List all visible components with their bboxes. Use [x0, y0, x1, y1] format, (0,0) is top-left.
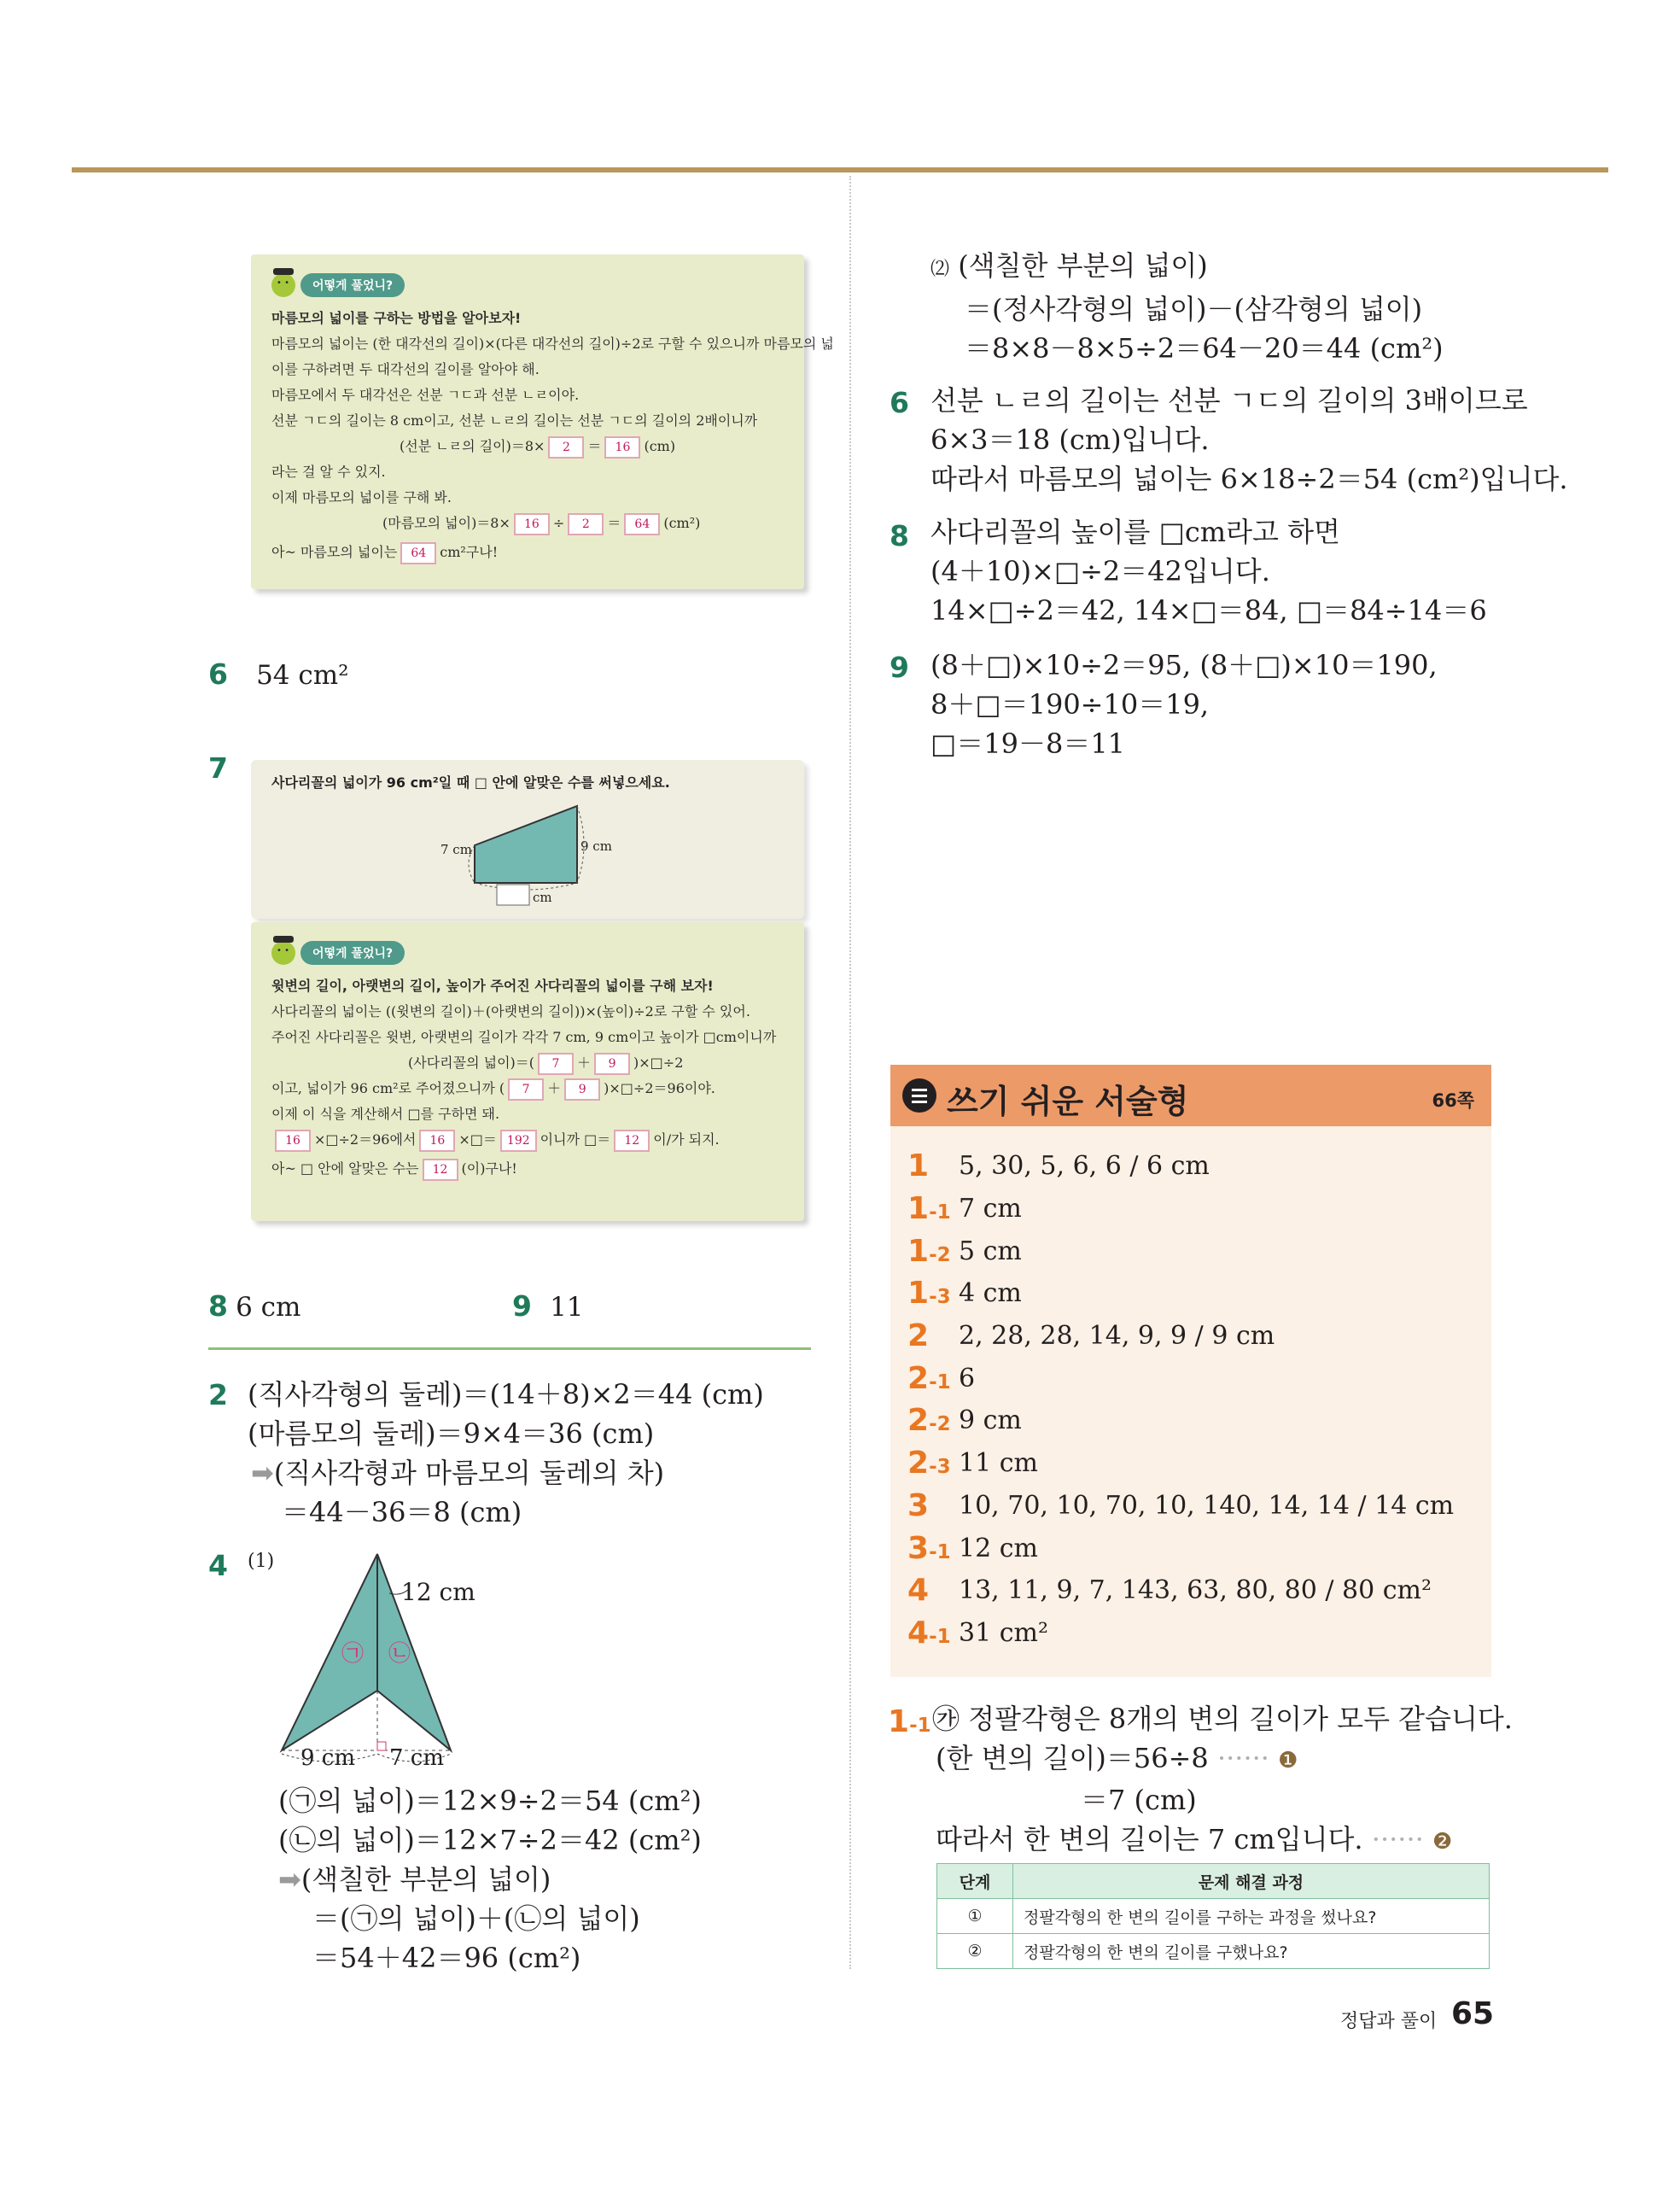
writing-answer-item: 4 13, 11, 9, 7, 143, 63, 80, 80 / 80 cm² [907, 1573, 1432, 1609]
page-number: 65 [1451, 1996, 1495, 2031]
solution-6: 선분 ㄴㄹ의 길이는 선분 ㄱㄷ의 길이의 3배이므로 6×3＝18 (cm)입니다. 따라서 마름모의 넓이는 6×18÷2＝54 (cm²)입니다. [930, 384, 1568, 495]
question-4-number: 4 [208, 1549, 228, 1582]
notebook-icon [902, 1078, 936, 1113]
writing-answer-item: 1-1 7 cm [907, 1191, 1022, 1227]
formula-given-area: 이고, 넓이가 96 cm²로 주어졌으니까 ( 7 ＋ 9 )×□÷2＝96이야. [271, 1076, 776, 1101]
solution-8: 사다리꼴의 높이를 □cm라고 하면 (4＋10)×□÷2＝42입니다. 14×□÷2＝42, 14×□＝84, □＝84÷14＝6 [930, 516, 1487, 627]
top-rule [72, 167, 1608, 172]
hint-conclusion: 아~ 마름모의 넓이는 64 cm²구나! [271, 540, 834, 565]
writing-answers-panel [890, 1126, 1491, 1677]
hint-badge: • • 어떻게 풀었니? [271, 273, 405, 297]
student-face-icon [271, 941, 295, 965]
solution-9: (8＋□)×10÷2＝95, (8＋□)×10＝190, 8＋□＝190÷10＝19, □＝19－8＝11 [930, 649, 1438, 760]
answer-8: 8 6 cm [208, 1289, 301, 1323]
hint-badge: • • 어떻게 풀었니? [271, 941, 405, 965]
formula-diagonal: (선분 ㄴㄹ의 길이)＝8× 2 ＝ 16 (cm) [271, 434, 834, 459]
hint-card-rhombus: • • 어떻게 풀었니? 마름모의 넓이를 구하는 방법을 알아보자! 마름모의 넓이는 (한 대각선의 길이)×(다른 대각선의 길이)÷2로 구할 수 있으니까 마름모의 넓 이를 구하려면 두 대각선의 길이를 알아야 해. 마름모에서 두 대각선은 선분 ㄱㄷ과 선분 ㄴㄹ이야. 선분 ㄱㄷ의 길이는 8 cm이고, 선분 ㄴㄹ의 길이는 선분 ㄱㄷ의 길이의 2배이니까 (선분 ㄴㄹ의 길이)＝8× 2 ＝ 16 (cm) 라는 걸 알 수 있지. 이제 마름모의 넓이를 구해 봐. (마름모의 넓이)＝8× 16 ÷ 2 ＝ 64 (cm²) 아~ 마름모의 넓이는 64 cm²구나! [251, 254, 804, 589]
column-divider [849, 176, 851, 1969]
page-reference: 66쪽 [1432, 1090, 1474, 1111]
writing-answer-item: 1-3 4 cm [907, 1276, 1022, 1312]
writing-answer-item: 3 10, 70, 10, 70, 10, 140, 14, 14 / 14 cm [907, 1487, 1455, 1523]
hint-conclusion: 아~ □ 안에 알맞은 수는 12 (이)구나! [271, 1156, 776, 1182]
writing-section-header [890, 1065, 1491, 1126]
arrow-icon: ➡ [251, 1457, 274, 1489]
rubric-row: ② 정팔각형의 한 변의 길이를 구했나요? [937, 1934, 1490, 1969]
arrow-icon: ➡ [278, 1863, 301, 1896]
hint-heading: 윗변의 길이, 아랫변의 길이, 높이가 주어진 사다리꼴의 넓이를 구해 보자! [271, 978, 714, 994]
writing-answer-item: 2 2, 28, 28, 14, 9, 9 / 9 cm [907, 1318, 1275, 1354]
rubric-row: ① 정팔각형의 한 변의 길이를 구하는 과정을 썼나요? [937, 1899, 1490, 1934]
writing-answer-item: 3-1 12 cm [907, 1530, 1038, 1566]
question-7-number: 7 [208, 751, 228, 785]
answer-box-icon [497, 885, 529, 905]
question-9-number: 9 [890, 651, 909, 684]
solution-1-1: ㉮ 정팔각형은 8개의 변의 길이가 모두 같습니다. (한 변의 길이)＝56÷8 ······ ❶ ＝7 (cm) 따라서 한 변의 길이는 7 cm입니다. ······ ❷ [932, 1703, 1513, 1855]
question-8-number: 8 [890, 519, 909, 552]
scoring-rubric-table: 단계 문제 해결 과정 ① 정팔각형의 한 변의 길이를 구하는 과정을 썼나요? ② 정팔각형의 한 변의 길이를 구했나요? [936, 1863, 1490, 1969]
solution-4-1: (㉠의 넓이)＝12×9÷2＝54 (cm²) (㉡의 넓이)＝12×7÷2＝42 (cm²) ➡(색칠한 부분의 넓이) ＝(㉠의 넓이)＋(㉡의 넓이) ＝54＋42＝96 (cm²) [278, 1785, 702, 1974]
trapezoid-shape [475, 806, 577, 883]
answer-6: 6 54 cm² [208, 657, 349, 691]
answer-9: 9 11 [512, 1289, 584, 1323]
student-face-icon [271, 273, 295, 297]
solution-4-2: ⑵ (색칠한 부분의 넓이) ＝(정사각형의 넓이)－(삼각형의 넓이) ＝8×8－8×5÷2＝64－20＝44 (cm²) [930, 249, 1444, 365]
solution-2: (직사각형의 둘레)＝(14＋8)×2＝44 (cm) (마름모의 둘레)＝9×4＝36 (cm) ➡(직사각형과 마름모의 둘레의 차) ＝44－36＝8 (cm) [248, 1378, 764, 1528]
writing-answer-item: 2-2 9 cm [907, 1403, 1022, 1439]
question-6-number: 6 [890, 386, 909, 419]
footer-label: 정답과 풀이 [1340, 2011, 1438, 2032]
trapezoid-figure [251, 760, 804, 919]
step-marker-2: ❷ [1432, 1829, 1453, 1855]
formula-solve: 16 ×□÷2＝96에서 16 ×□＝ 192 이니까 □＝ 12 이/가 되지. [271, 1127, 776, 1153]
section-rule [208, 1347, 811, 1350]
writing-answer-item: 2-3 11 cm [907, 1446, 1038, 1481]
right-angle-mark [377, 1742, 386, 1750]
question-2-number: 2 [208, 1378, 228, 1411]
hint-heading: 마름모의 넓이를 구하는 방법을 알아보자! [271, 310, 522, 326]
formula-trapezoid: (사다리꼴의 넓이)＝( 7 ＋ 9 )×□÷2 [271, 1050, 776, 1076]
writing-answer-item: 4-1 31 cm² [907, 1615, 1048, 1651]
writing-answer-list [907, 1145, 1454, 1654]
problem-7-card: 사다리꼴의 넓이가 96 cm²일 때 □ 안에 알맞은 수를 써넣으세요. 7 cm 9 cm cm [251, 760, 804, 919]
solution-1-1-number: 1-1 [888, 1704, 931, 1739]
writing-answer-item: 2-1 6 [907, 1360, 976, 1396]
writing-answer-item: 1-2 5 cm [907, 1233, 1022, 1269]
formula-area: (마름모의 넓이)＝8× 16 ÷ 2 ＝ 64 (cm²) [271, 511, 834, 536]
hint-card-trapezoid: • • 어떻게 풀었니? 윗변의 길이, 아랫변의 길이, 높이가 주어진 사다리꼴의 넓이를 구해 보자! 사다리꼴의 넓이는 ((윗변의 길이)＋(아랫변의 길이))×(높이)÷2로 구할 수 있어. 주어진 사다리꼴은 윗변, 아랫변의 길이가 각각 7 cm, 9 cm이고 높이가 □cm이니까 (사다리꼴의 넓이)＝( 7 ＋ 9 )×□÷2 이고, 넓이가 96 cm²로 주어졌으니까 ( 7 ＋ 9 )×□÷2＝96이야. 이제 이 식을 계산해서 □를 구하면 돼. 16 ×□÷2＝96에서 16 ×□＝ 192 이니까 □＝ 12 이/가 되지. 아~ □ 안에 알맞은 수는 12 (이)구나! [251, 922, 804, 1221]
writing-section-title: 쓰기 쉬운 서술형 [947, 1083, 1189, 1120]
step-marker-1: ❶ [1278, 1748, 1298, 1773]
writing-answer-item: 1 5, 30, 5, 6, 6 / 6 cm [907, 1148, 1210, 1184]
